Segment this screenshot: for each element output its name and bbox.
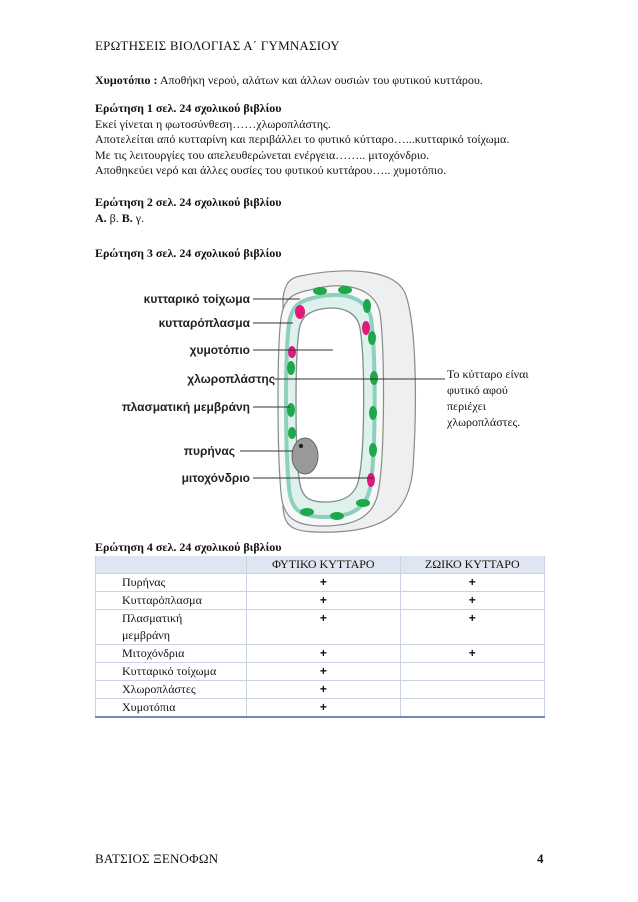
header-animal-cell: ΖΩΙΚΟ ΚΥΤΤΑΡΟ [400,556,544,574]
table-row [96,592,545,610]
chloroplast-shape [369,406,377,420]
row-label [96,610,247,645]
label-mitochondrion: μιτοχόνδριο [181,471,250,485]
chloroplast-shape [369,443,377,457]
question-3 [95,246,595,262]
plant-value: + [247,663,400,681]
q2-answers [95,211,595,227]
chloroplast-shape [288,427,296,439]
mitochondrion-shape [288,346,296,358]
question-2 [95,195,595,226]
chloroplast-shape [363,299,371,313]
animal-value [400,699,544,718]
label-chloroplast: χλωροπλάστης [187,372,275,386]
q1-answer-line: Εκεί γίνεται η φωτοσύνθεση……χλωροπλάστης. [95,116,331,131]
plant-value: + [247,699,400,718]
question-4 [95,540,595,556]
q1-answer-line: Αποτελείται από κυτταρίνη και περιβάλλει το φυτικό κύτταρο…...κυτταρικό τοίχωμα. [95,132,510,146]
cell-comparison-table [95,556,545,718]
question-2-title: Ερώτηση 2 σελ. 24 σχολικού βιβλίου [95,195,282,209]
chloroplast-shape [368,331,376,345]
question-4-title: Ερώτηση 4 σελ. 24 σχολικού βιβλίου [95,540,282,554]
question-1-title: Ερώτηση 1 σελ. 24 σχολικού βιβλίου [95,101,282,115]
diagram-note [447,366,557,430]
plant-value: + [247,610,400,645]
row-label: Χλωροπλάστες [96,681,247,699]
q2-answer-a-label: Α. [95,210,107,225]
chloroplast-shape [356,499,370,507]
q2-answer-a-value: β. [106,210,119,225]
label-cytoplasm: κυτταρόπλασμα [158,316,250,330]
page-number: 4 [537,851,544,866]
comparison-table-wrapper [95,556,545,718]
table-row [96,699,545,718]
row-label: Χυμοτόπια [96,699,247,718]
plant-value: + [247,681,400,699]
chloroplast-shape [300,508,314,516]
label-plasma-membrane: πλασματική μεμβράνη [121,400,250,414]
plant-value: + [247,645,400,663]
chloroplast-shape [338,286,352,294]
note-line: Το κύτταρο είναι [447,367,529,381]
animal-value: + [400,645,544,663]
animal-value: + [400,592,544,610]
nucleolus-shape [299,444,303,448]
mitochondrion-shape [367,473,375,487]
row-label: Κυτταρικό τοίχωμα [96,663,247,681]
q1-answer-line: Αποθηκεύει νερό και άλλες ουσίες του φυτικού κυττάρου….. χυμοτόπιο. [95,163,447,177]
note-line: περιέχει [447,399,486,413]
q1-answer-line: Με τις λειτουργίες του απελευθερώνεται ενέργεια…….. μιτοχόνδριο. [95,147,430,162]
row-label: Μιτοχόνδρια [96,645,247,663]
question-1 [95,101,595,179]
chloroplast-shape [330,512,344,520]
table-row [96,574,545,592]
definition-term: Χυμοτόπιο : [95,73,158,87]
note-line: χλωροπλάστες. [447,415,521,429]
chloroplast-shape [370,371,378,385]
row-label-line: Πλασματική [122,611,183,625]
table-row [96,681,545,699]
chloroplast-shape [287,403,295,417]
question-3-title: Ερώτηση 3 σελ. 24 σχολικού βιβλίου [95,246,282,260]
header-blank-cell [96,556,247,574]
q2-answer-b-value: γ. [132,210,145,225]
table-header-row [96,556,545,574]
label-nucleus: πυρήνας [183,444,235,458]
note-line: φυτικό αφού [447,383,508,397]
animal-value [400,663,544,681]
chloroplast-shape [287,361,295,375]
label-cell-wall: κυτταρικό τοίχωμα [143,292,250,306]
q2-answer-b-label: Β. [118,210,133,225]
table-row [96,645,545,663]
animal-value: + [400,574,544,592]
row-label: Κυτταρόπλασμα [96,592,247,610]
nucleus-shape [292,438,318,474]
label-vacuole: χυμοτόπιο [189,343,250,357]
animal-value: + [400,610,544,645]
mitochondrion-shape [295,305,305,319]
row-label-line: μεμβράνη [122,628,170,642]
row-label: Πυρήνας [96,574,247,592]
table-row [96,663,545,681]
header-plant-cell: ΦΥΤΙΚΟ ΚΥΤΤΑΡΟ [247,556,400,574]
table-row [96,610,545,645]
definition-text: Αποθήκη νερού, αλάτων και άλλων ουσιών του φυτικού κυττάρου. [157,73,483,87]
chloroplast-shape [313,287,327,295]
vacuole-definition [95,73,595,88]
plant-value: + [247,574,400,592]
plant-value: + [247,592,400,610]
animal-value [400,681,544,699]
footer-author: ΒΑΤΣΙΟΣ ΞΕΝΟΦΩΝ [95,851,219,866]
mitochondrion-shape [362,321,370,335]
page-header: ΕΡΩΤΗΣΕΙΣ ΒΙΟΛΟΓΙΑΣ Α΄ ΓΥΜΝΑΣΙΟΥ [95,38,340,53]
